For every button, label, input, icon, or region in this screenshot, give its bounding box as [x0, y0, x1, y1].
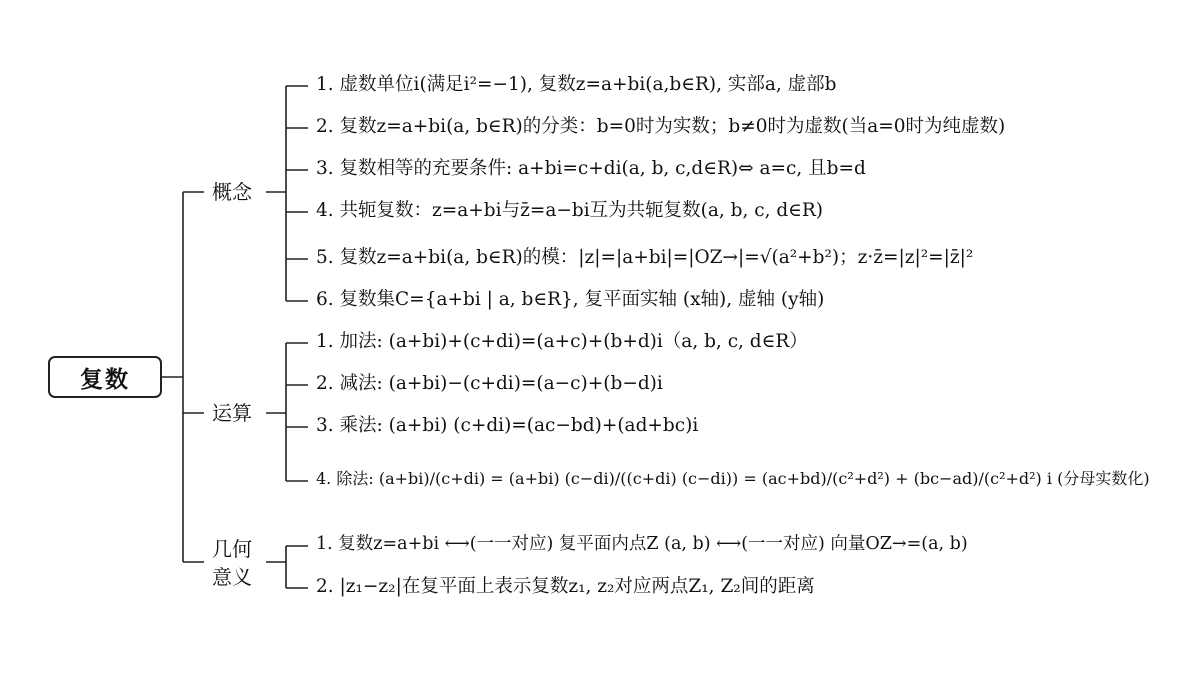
- operation-item-text: 1. 加法: (a+bi)+(c+di)=(a+c)+(b+d)i（a, b, c, d∈R）: [316, 331, 808, 352]
- root-node-complex-numbers: 复数: [48, 356, 162, 398]
- operation-item-division: [316, 471, 1150, 487]
- operation-item-multiplication: [316, 417, 698, 436]
- concept-item-classification: [316, 118, 1005, 137]
- concept-item-text: 3. 复数相等的充要条件: a+bi=c+di(a, b, c,d∈R)⇔ a=c, 且b=d: [316, 158, 866, 179]
- concept-item-imaginary-unit: [316, 76, 837, 95]
- geometry-item-correspondence: [316, 536, 968, 554]
- concept-item-modulus: [316, 249, 973, 268]
- operation-item-text: 2. 减法: (a+bi)−(c+di)=(a−c)+(b−d)i: [316, 373, 663, 394]
- concept-item-text: 5. 复数z=a+bi(a, b∈R)的模：|z|=|a+bi|=|OZ→|=√(a²+b²)；z·z̄=|z|²=|z̄|²: [316, 247, 974, 268]
- concept-item-text: 4. 共轭复数：z=a+bi与z̄=a−bi互为共轭复数(a, b, c, d∈R): [316, 200, 824, 221]
- operation-item-subtraction: [316, 375, 663, 394]
- concept-item-complex-set: [316, 291, 824, 310]
- category-geometry-line1: 几何: [212, 537, 252, 561]
- category-geometry: [212, 535, 252, 591]
- concept-item-text: 1. 虚数单位i(满足i²=−1), 复数z=a+bi(a,b∈R), 实部a, 虚部b: [316, 74, 837, 95]
- category-operation: 运算: [212, 401, 252, 425]
- operation-item-text: 3. 乘法: (a+bi) (c+di)=(ac−bd)+(ad+bc)i: [316, 415, 699, 436]
- concept-item-text: 2. 复数z=a+bi(a, b∈R)的分类：b=0时为实数；b≠0时为虚数(当a=0时为纯虚数): [316, 116, 1006, 137]
- concept-item-text: 6. 复数集C={a+bi | a, b∈R}, 复平面实轴 (x轴), 虚轴 (y轴): [316, 289, 825, 310]
- geometry-item-text: 1. 复数z=a+bi ⟷(一一对应) 复平面内点Z (a, b) ⟷(一一对应) 向量OZ→=(a, b): [316, 534, 968, 554]
- geometry-item-text: 2. |z₁−z₂|在复平面上表示复数z₁, z₂对应两点Z₁, Z₂间的距离: [316, 576, 815, 597]
- category-concept: 概念: [212, 180, 252, 204]
- concept-item-equality: [316, 160, 866, 179]
- concept-item-conjugate: [316, 202, 823, 221]
- geometry-item-distance: [316, 578, 815, 597]
- operation-item-addition: [316, 333, 808, 352]
- operation-item-text: 4. 除法: (a+bi)/(c+di) = (a+bi) (c−di)/((c+di) (c−di)) = (ac+bd)/(c²+d²) + (bc−ad)/(c²+d²) i (分母实数化): [316, 469, 1150, 488]
- category-geometry-line2: 意义: [212, 565, 252, 589]
